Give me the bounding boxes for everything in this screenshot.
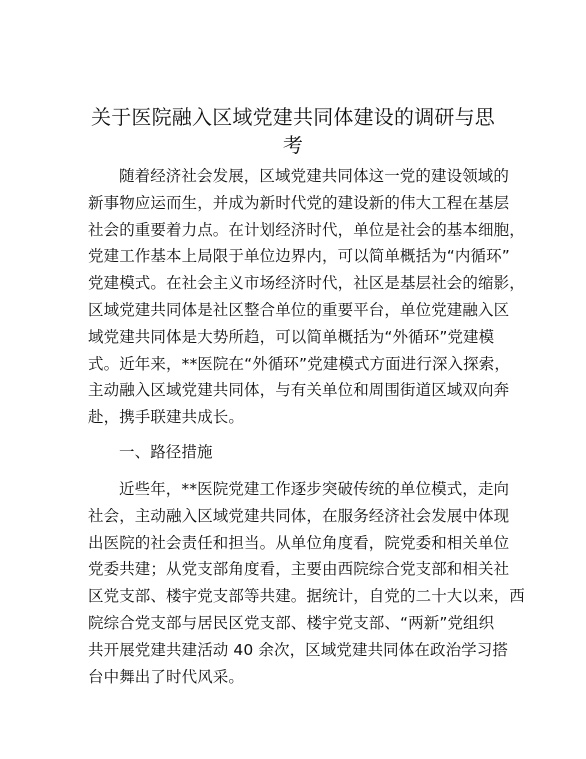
paragraph-line: 社会，主动融入区域党建共同体，在服务经济社会发展中体现 xyxy=(88,506,510,525)
paragraph-line: 党建模式。在社会主义市场经济时代，社区是基层社会的缩影， xyxy=(88,274,525,293)
paragraph-intro xyxy=(88,163,525,431)
paragraph-line: 主动融入区域党建共同体，与有关单位和周围街道区域双向奔 xyxy=(88,381,510,400)
paragraph-line: 域党建共同体是大势所趋，可以简单概括为“外循环”党建模 xyxy=(88,327,495,346)
paragraph-line: 近些年，**医院党建工作逐步突破传统的单位模式，走向 xyxy=(119,480,510,498)
section-heading xyxy=(88,439,508,466)
paragraph-line: 院综合党支部与居民区党支部、楼宇党支部、“两新”党组织 xyxy=(88,613,495,632)
paragraph-line: 党建工作基本上局限于单位边界内，可以简单概括为“内循环” xyxy=(88,247,510,266)
paragraph-line: 赴，携手联建共成长。 xyxy=(88,408,245,427)
paragraph-line: 社会的重要着力点。在计划经济时代，单位是社会的基本细胞， xyxy=(88,220,525,239)
paragraph-path-measures xyxy=(88,476,525,690)
paragraph-line: 共开展党建共建活动 40 余次，区域党建共同体在政治学习搭 xyxy=(88,640,508,659)
document-title xyxy=(70,103,516,159)
title-line: 关于医院融入区域党建共同体建设的调研与思 xyxy=(91,105,495,129)
paragraph-line: 党委共建；从党支部角度看，主要由西院综合党支部和相关社 xyxy=(88,560,510,579)
paragraph-line: 式。近年来，**医院在“外循环”党建模式方面进行深入探索， xyxy=(88,354,510,373)
section-heading-text: 一、路径措施 xyxy=(119,443,213,461)
paragraph-line: 区域党建共同体是社区整合单位的重要平台，单位党建融入区 xyxy=(88,300,510,319)
paragraph-line: 台中舞出了时代风采。 xyxy=(88,667,245,686)
paragraph-line: 出医院的社会责任和担当。从单位角度看，院党委和相关单位 xyxy=(88,533,510,552)
paragraph-line: 随着经济社会发展，区域党建共同体这一党的建设领域的 xyxy=(119,167,510,185)
paragraph-line: 新事物应运而生，并成为新时代党的建设新的伟大工程在基层 xyxy=(88,193,510,212)
title-line: 考 xyxy=(282,133,304,157)
paragraph-line: 区党支部、楼宇党支部等共建。据统计，自党的二十大以来，西 xyxy=(88,587,525,606)
